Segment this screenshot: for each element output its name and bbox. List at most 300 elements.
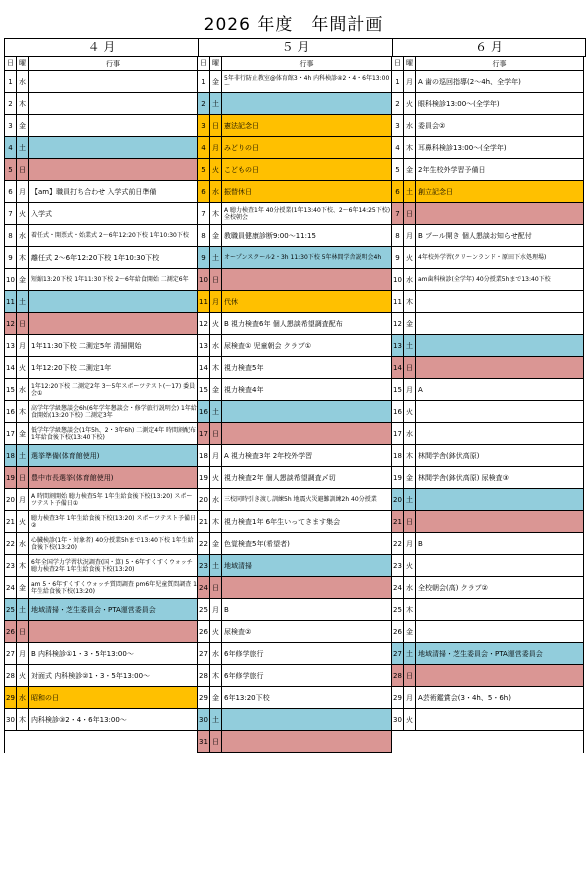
event-cell [416,401,583,422]
event-cell: 林間学舎(鉢伏高原) 尿検査③ [418,473,509,482]
event-cell [416,357,583,378]
event-cell: 1年12:20下校 二測定1年 [31,363,112,372]
day-row [198,203,391,225]
day-number: 26 [5,621,17,642]
day-row [392,71,583,93]
weekday-cell: 金 [404,621,416,642]
day-number: 26 [198,621,210,642]
weekday-cell: 木 [210,203,222,224]
day-number: 14 [5,357,17,378]
weekday-cell: 水 [210,643,222,664]
day-number: 6 [198,181,210,202]
page-title: 2026 年度 年間計画 [203,15,384,35]
weekday-cell: 火 [17,203,29,224]
event-cell: A 歯の巡回指導(2～4h、全学年) [418,77,521,86]
event-cell: 視力検査5年 [224,363,264,372]
day-row [5,379,197,401]
event-cell: 林間学舎(鉢伏高原) [418,451,480,460]
weekday-cell: 金 [17,577,29,598]
weekday-cell: 水 [210,335,222,356]
weekday-cell: 水 [404,115,416,136]
day-row [392,599,583,621]
event-cell: 6年全国学力学習状況調査(国・算) 5・6年すくすくウォッチ 聴力検査2年 1年生給食後下校(13:20) [31,558,193,573]
weekday-cell: 月 [210,445,222,466]
event-cell: こどもの日 [224,165,259,174]
event-cell: 心臓検診(1年・対象者) 40分授業5hまで13:40下校 1年生給食後下校(13:20) [31,536,194,551]
day-number: 18 [198,445,210,466]
weekday-cell: 日 [404,357,416,378]
day-number: 17 [392,423,404,444]
day-number: 2 [392,93,404,114]
day-row [392,445,583,467]
weekday-cell: 日 [210,577,222,598]
day-row [198,247,391,269]
event-cell: 離任式 2～6年12:20下校 1年10:30下校 [31,253,160,262]
event-cell: 入学式 [31,209,52,218]
day-row [5,665,197,687]
event-cell [416,313,583,334]
day-row [392,181,583,203]
weekday-cell: 木 [210,511,222,532]
day-row [392,577,583,599]
weekday-cell: 土 [17,445,29,466]
day-number: 14 [392,357,404,378]
day-header: 日 [198,57,210,70]
day-number: 11 [198,291,210,312]
day-number: 29 [5,687,17,708]
weekday-cell: 水 [17,379,29,400]
day-number: 10 [198,269,210,290]
day-number: 16 [392,401,404,422]
day-row [392,247,583,269]
day-number: 1 [5,71,17,92]
day-row [392,313,583,335]
day-number: 15 [198,379,210,400]
event-cell: B プール開き 個人懇談お知らせ配付 [418,231,532,240]
event-cell [29,115,197,136]
day-header: 日 [392,57,404,70]
weekday-cell: 日 [404,665,416,686]
day-number: 7 [392,203,404,224]
weekday-cell: 土 [17,137,29,158]
annual-calendar [4,38,586,753]
day-number: 2 [198,93,210,114]
day-number: 6 [5,181,17,202]
weekday-cell: 日 [17,621,29,642]
column-header-row [392,57,583,71]
day-number: 17 [5,423,17,444]
event-cell [29,313,197,334]
day-row [5,203,197,225]
weekday-cell: 金 [17,115,29,136]
weekday-cell: 日 [17,313,29,334]
day-number: 30 [198,709,210,730]
day-number: 12 [392,313,404,334]
day-number: 5 [5,159,17,180]
weekday-cell: 日 [210,731,222,752]
weekday-cell: 水 [17,533,29,554]
day-number: 8 [198,225,210,246]
event-cell [416,423,583,444]
weekday-cell: 火 [17,665,29,686]
day-row [5,533,197,555]
event-cell [29,137,197,158]
weekday-cell: 金 [210,225,222,246]
weekday-cell: 金 [404,313,416,334]
day-row [198,665,391,687]
event-cell: 三校同時引き渡し訓練5h 地震火災避難訓練2h 40分授業 [224,496,377,503]
weekday-cell: 土 [404,335,416,356]
day-row [5,93,197,115]
day-row [5,555,197,577]
weekday-cell: 月 [404,71,416,92]
day-row [5,159,197,181]
event-cell [416,665,583,686]
weekday-header: 曜 [404,57,416,70]
event-cell: 着任式・開票式・始業式 2～6年12:20下校 1年10:30下校 [31,232,189,239]
day-row [392,643,583,665]
weekday-cell: 水 [210,489,222,510]
event-cell: A 視力検査3年 2年校外学習 [224,451,313,460]
event-cell: 視力検査2年 個人懇談希望調査〆切 [224,473,336,482]
weekday-cell: 水 [404,423,416,444]
day-number: 19 [5,467,17,488]
event-cell [29,93,197,114]
event-cell [222,731,391,752]
weekday-cell: 金 [404,467,416,488]
day-row [5,621,197,643]
day-row [5,401,197,423]
day-number: 25 [392,599,404,620]
event-cell: 地域清掃 [224,561,252,570]
day-number: 31 [198,731,210,752]
day-row [392,511,583,533]
day-number: 20 [198,489,210,510]
day-row [392,665,583,687]
weekday-cell: 木 [404,291,416,312]
event-cell [29,621,197,642]
day-number: 3 [392,115,404,136]
day-number: 10 [5,269,17,290]
weekday-cell: 金 [17,269,29,290]
day-number: 9 [198,247,210,268]
event-cell: 4年校外学習(クリーンランド・原田下水処理場) [418,254,547,261]
day-number: 22 [198,533,210,554]
event-cell: 視力検査1年 6年生いってきます集会 [224,517,341,526]
weekday-cell: 月 [404,533,416,554]
weekday-cell: 月 [404,379,416,400]
day-row [198,731,391,753]
day-row [392,555,583,577]
weekday-cell: 土 [210,93,222,114]
day-row [198,115,391,137]
day-row [198,71,391,93]
day-number: 30 [392,709,404,730]
event-cell [222,269,391,290]
day-row [198,643,391,665]
day-number: 11 [392,291,404,312]
event-cell: 6年修学旅行 [224,649,264,658]
day-row [5,467,197,489]
weekday-cell: 水 [404,269,416,290]
day-row [198,489,391,511]
event-cell [29,159,197,180]
day-number: 16 [198,401,210,422]
day-number: 9 [392,247,404,268]
weekday-cell: 火 [17,357,29,378]
event-cell: 耳鼻科検診13:00～(全学年) [418,143,507,152]
weekday-cell: 金 [210,533,222,554]
weekday-cell: 日 [17,159,29,180]
day-row [392,489,583,511]
day-row [5,115,197,137]
month-column [392,57,584,753]
weekday-cell: 金 [210,71,222,92]
column-header-row [5,57,197,71]
event-cell: 尿検査① 児童朝会 クラブ① [224,341,312,350]
weekday-cell: 日 [210,115,222,136]
event-cell: 6年13:20下校 [224,693,270,702]
day-row [392,709,583,731]
day-number: 7 [5,203,17,224]
weekday-cell: 水 [404,577,416,598]
event-cell [29,291,197,312]
event-cell: 色覚検査5年(希望者) [224,539,290,548]
day-number: 29 [392,687,404,708]
day-number: 24 [392,577,404,598]
event-cell: 教職員健康診断9:00～11:15 [224,231,316,240]
weekday-cell: 土 [404,489,416,510]
event-cell: 2年生校外学習予備日 [418,165,486,174]
day-number: 4 [198,137,210,158]
day-row [392,357,583,379]
day-number: 4 [392,137,404,158]
weekday-cell: 月 [404,687,416,708]
event-cell [416,511,583,532]
day-header: 日 [5,57,17,70]
event-cell: みどりの日 [224,143,259,152]
day-row [5,291,197,313]
event-cell: 高学年学級懇談会6h(6年学年懇談会・修学旅行説明会) 1年給食開始(13:20下校) 二測定3年 [31,404,197,419]
day-row [198,137,391,159]
day-row [5,423,197,445]
weekday-cell: 日 [404,203,416,224]
day-row [198,379,391,401]
event-cell [416,709,583,730]
day-number: 25 [198,599,210,620]
day-row [198,445,391,467]
day-row [392,533,583,555]
event-cell: am 5・6年すくすくウォッチ質問調査 pm6年児童質問調査 1年生給食後下校(13:20) [31,580,197,595]
day-number: 30 [5,709,17,730]
weekday-cell: 木 [404,445,416,466]
event-cell: A [418,385,423,394]
event-cell [416,555,583,576]
event-cell [416,599,583,620]
event-cell: 低学年学級懇談会(1年5h、2・3年6h) 二測定4年 時間割配布 1年給食後下校(13:40下校) [31,426,197,441]
event-cell: B [224,605,229,614]
day-number: 18 [392,445,404,466]
weekday-cell: 火 [404,401,416,422]
day-row [198,335,391,357]
day-row [392,203,583,225]
weekday-cell: 火 [404,93,416,114]
event-cell: 創立記念日 [418,187,453,196]
weekday-cell: 月 [404,225,416,246]
event-cell: 代休 [224,297,238,306]
day-number: 17 [198,423,210,444]
day-number: 14 [198,357,210,378]
weekday-cell: 日 [404,511,416,532]
weekday-cell: 木 [17,555,29,576]
month-column [198,57,392,753]
day-number: 24 [5,577,17,598]
weekday-cell: 水 [17,687,29,708]
event-cell: 全校朝会(高) クラブ② [418,583,488,592]
day-row [392,687,583,709]
event-cell: 内科検診③2・4・6年13:00～ [31,715,127,724]
event-cell: A 時間割開始 聴力検査5年 1年生給食後下校(13:20) スポーツテスト予備日① [31,492,193,507]
day-row [198,313,391,335]
weekday-cell: 木 [17,247,29,268]
event-cell: am歯科検診(全学年) 40分授業5hまで13:40下校 [418,276,551,283]
day-row [198,577,391,599]
month-header-may: ５ 月 [199,39,393,56]
day-number: 28 [392,665,404,686]
weekday-cell: 木 [404,599,416,620]
event-cell: 短縮13:20下校 1年11:30下校 2～6年給食開始 二測定6年 [31,276,189,283]
day-number: 28 [198,665,210,686]
month-header-row [4,38,586,57]
day-number: 19 [392,467,404,488]
weekday-cell: 水 [17,225,29,246]
weekday-cell: 火 [404,555,416,576]
weekday-cell: 土 [210,247,222,268]
day-number: 2 [5,93,17,114]
event-cell [222,709,391,730]
weekday-cell: 水 [210,181,222,202]
weekday-cell: 日 [210,269,222,290]
day-row [392,269,583,291]
day-row [198,93,391,115]
day-number: 24 [198,577,210,598]
day-row [198,181,391,203]
day-number: 12 [5,313,17,334]
day-number: 10 [392,269,404,290]
weekday-cell: 日 [17,467,29,488]
weekday-cell: 月 [210,599,222,620]
day-number: 19 [198,467,210,488]
weekday-cell: 木 [17,93,29,114]
weekday-cell: 月 [17,643,29,664]
day-row [392,621,583,643]
weekday-cell: 月 [210,137,222,158]
day-number: 20 [5,489,17,510]
day-number: 23 [5,555,17,576]
weekday-cell: 火 [404,709,416,730]
day-row [198,401,391,423]
day-row [5,247,197,269]
event-cell: オープンスクール2・3h 11:30下校 5年林間学舎説明会4h [224,254,382,261]
weekday-cell: 月 [210,291,222,312]
day-number: 23 [392,555,404,576]
weekday-cell: 月 [17,335,29,356]
event-cell: 6年修学旅行 [224,671,264,680]
day-row [198,709,391,731]
event-cell: 5年非行防止教室@体育館3・4h 内科検診④2・4・6年13:00～ [224,74,390,89]
event-cell: A 聴力検査1年 40分授業(1年13:40下校、2～6年14:25下校) 全校朝会 [224,206,391,221]
day-number: 27 [5,643,17,664]
day-number: 15 [5,379,17,400]
event-cell: 【am】職員打ち合わせ 入学式前日準備 [31,187,157,196]
event-cell [222,93,391,114]
day-row [5,313,197,335]
weekday-cell: 火 [404,247,416,268]
weekday-cell: 火 [210,159,222,180]
day-number: 13 [198,335,210,356]
day-row [392,401,583,423]
day-number: 7 [198,203,210,224]
day-row [392,93,583,115]
event-cell: B [418,539,423,548]
day-row [5,489,197,511]
event-cell: 尿検査② [224,627,252,636]
day-row [5,225,197,247]
weekday-cell: 木 [404,137,416,158]
day-number: 8 [5,225,17,246]
day-number: 3 [198,115,210,136]
day-row [198,423,391,445]
weekday-cell: 木 [17,709,29,730]
column-header-row [198,57,391,71]
day-number: 20 [392,489,404,510]
weekday-cell: 火 [210,313,222,334]
weekday-cell: 木 [210,665,222,686]
day-row [392,335,583,357]
event-cell: B 視力検査6年 個人懇談希望調査配布 [224,319,343,328]
weekday-cell: 火 [17,511,29,532]
day-row [198,533,391,555]
event-header: 行事 [299,59,314,68]
event-cell [416,291,583,312]
day-row [198,687,391,709]
day-row [198,225,391,247]
month-columns [4,57,586,753]
event-cell: 地域清掃・芝生委員会・PTA運営委員会 [418,649,543,658]
day-row [5,511,197,533]
weekday-cell: 金 [404,159,416,180]
day-number: 22 [5,533,17,554]
day-number: 8 [392,225,404,246]
weekday-cell: 金 [210,687,222,708]
day-row [198,291,391,313]
event-cell [416,621,583,642]
day-row [198,511,391,533]
month-column [4,57,198,753]
day-row [5,269,197,291]
event-header: 行事 [492,59,507,68]
weekday-cell: 木 [17,401,29,422]
day-row [198,467,391,489]
day-number: 3 [5,115,17,136]
event-cell [222,577,391,598]
event-cell: 1年12:20下校 二測定2年 3～5年スポーツテスト(～17) 委員会① [31,382,196,397]
weekday-cell: 土 [404,643,416,664]
day-row [392,137,583,159]
day-row [392,225,583,247]
weekday-cell: 土 [210,709,222,730]
month-header-june: ６ 月 [475,40,503,54]
